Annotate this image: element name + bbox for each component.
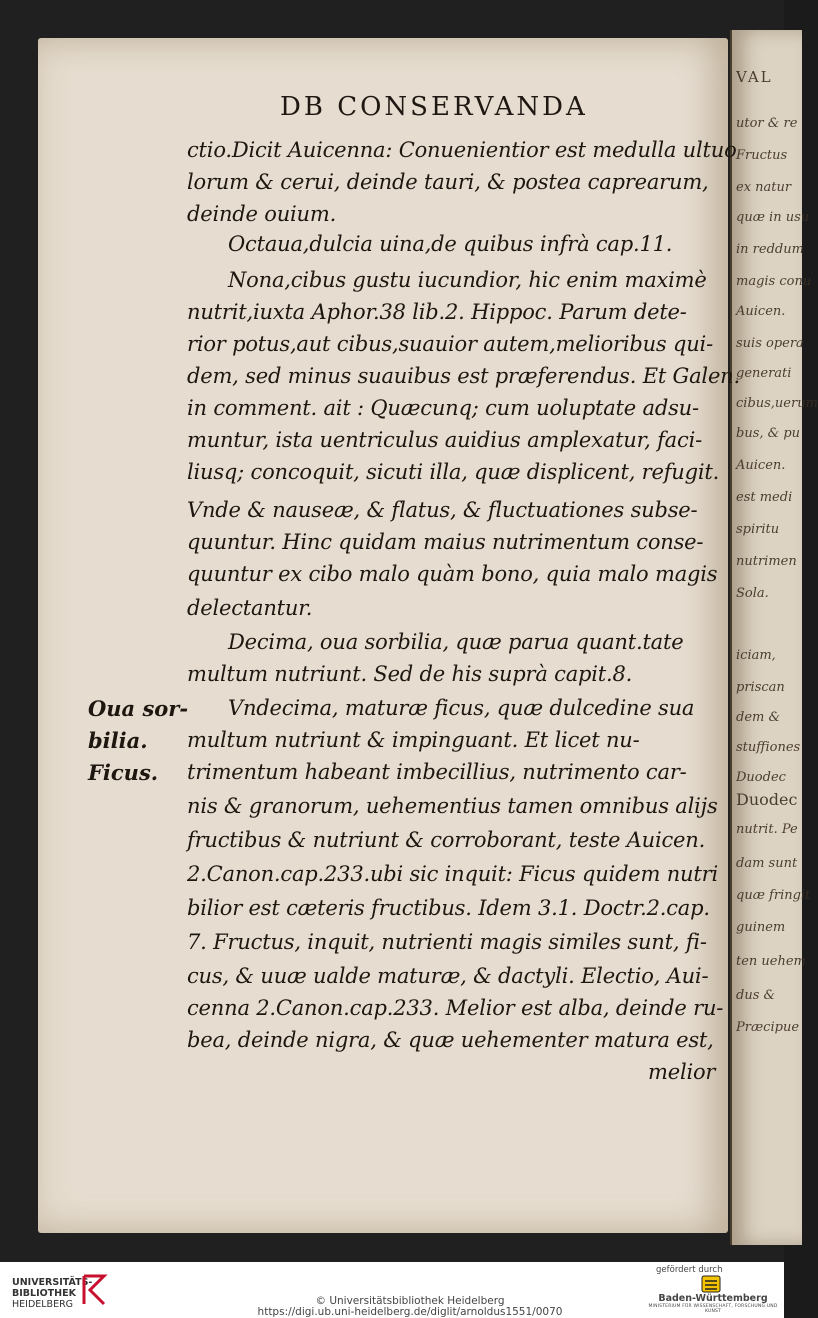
text-line: Octaua,dulcia uina,de quibus infrà cap.11. [228, 232, 673, 256]
library-name-line: BIBLIOTHEK [12, 1288, 76, 1299]
facing-fragment: stuffiones [736, 740, 801, 755]
text-line: multum nutriunt & impinguant. Et licet nu- [187, 728, 640, 752]
state-name: Baden-Württemberg [658, 1293, 768, 1304]
library-name-line: HEIDELBERG [12, 1299, 74, 1310]
facing-fragment: Auicen. [736, 304, 786, 319]
text-line: multum nutriunt. Sed de his suprà capit.8. [187, 662, 633, 686]
text-line: fructibus & nutriunt & corroborant, teste Auicen. [187, 828, 706, 852]
facing-fragment: quæ in usu [736, 210, 810, 225]
facing-fragment: quæ fringit [736, 888, 811, 903]
facing-fragment: Duodec [736, 770, 786, 785]
facing-fragment: guinem [736, 920, 786, 935]
text-line: trimentum habeant imbecillius, nutrimento car- [187, 760, 687, 784]
facing-fragment: nutrimen [736, 554, 797, 569]
copyright-text: © Universitätsbibliothek Heidelberg [315, 1295, 505, 1307]
state-crest-icon [696, 1274, 726, 1294]
text-line: deinde ouium. [187, 202, 337, 226]
text-line: dem, sed minus suauibus est præferendus. Et Galen. [187, 364, 740, 388]
facing-fragment: ten uehem [736, 954, 806, 969]
facing-fragment: bus, & pu [736, 426, 801, 441]
text-line: nis & granorum, uehementius tamen omnibus alijs [187, 794, 718, 818]
facing-fragment: generati [736, 366, 792, 381]
facing-fragment: iciam, [736, 648, 776, 663]
text-line: quuntur ex cibo malo quàm bono, quia malo magis [187, 562, 718, 586]
facing-page-edge [730, 30, 818, 1245]
text-line: liusq; concoquit, sicuti illa, quæ displicent, refugit. [187, 460, 720, 484]
facing-fragment: ex natur [736, 180, 792, 195]
facing-fragment: dam sunt [736, 856, 798, 871]
facing-fragment: cibus,uerum [736, 396, 818, 411]
facing-fragment: VAL [736, 68, 773, 86]
facing-fragment: est medi [736, 490, 793, 505]
facing-fragment: Præcipue [736, 1020, 800, 1035]
funded-by-text: gefördert durch [656, 1265, 723, 1275]
facing-fragment: spiritu [736, 522, 780, 537]
text-line: Vndecima, maturæ ficus, quæ dulcedine sua [228, 696, 695, 720]
text-line: Decima, oua sorbilia, quæ parua quant.tate [228, 630, 684, 654]
facing-fragment: nutrit. Pe [736, 822, 798, 837]
library-logo-icon [80, 1270, 108, 1310]
text-line: rior potus,aut cibus,suauior autem,melioribus qui- [187, 332, 713, 356]
text-line: Nona,cibus gustu iucundior, hic enim maximè [228, 268, 707, 292]
text-line: ctio.Dicit Auicenna: Conuenientior est medulla ultuo [187, 138, 737, 162]
text-line: lorum & cerui, deinde tauri, & postea caprearum, [187, 170, 709, 194]
text-line: delectantur. [187, 596, 313, 620]
facing-fragment: Fructus [736, 148, 788, 163]
facing-fragment: Sola. [736, 586, 769, 601]
facing-fragment: suis opera [736, 336, 804, 351]
facing-fragment: in reddum [736, 242, 804, 257]
facing-fragment: priscan [736, 680, 785, 695]
facing-fragment: dem & [736, 710, 781, 725]
text-line: 7. Fructus, inquit, nutrienti magis similes sunt, fi- [187, 930, 707, 954]
text-line: in comment. ait : Quæcunq; cum uoluptate adsu- [187, 396, 699, 420]
facing-fragment: Auicen. [736, 458, 786, 473]
footer-info [240, 1296, 580, 1318]
text-line: cenna 2.Canon.cap.233. Melior est alba, deinde ru- [187, 996, 724, 1020]
text-line: cus, & uuæ ualde maturæ, & dactyli. Electio, Aui- [187, 964, 709, 988]
text-line: muntur, ista uentriculus auidius amplexatur, faci- [187, 428, 702, 452]
running-head: DB CONSERVANDA [280, 92, 588, 122]
text-line: quuntur. Hinc quidam maius nutrimentum conse- [187, 530, 704, 554]
text-line: 2.Canon.cap.233.ubi sic inquit: Ficus quidem nutri [187, 862, 718, 886]
margin-note: bilia. [88, 728, 148, 753]
text-line: bilior est cæteris fructibus. Idem 3.1. Doctr.2.cap. [187, 896, 710, 920]
facing-fragment: Duodec [736, 790, 798, 809]
text-line: bea, deinde nigra, & quæ uehementer matura est, [187, 1028, 714, 1052]
catchword: melior [648, 1060, 716, 1084]
facing-fragment: utor & re [736, 116, 798, 131]
permalink[interactable]: https://digi.ub.uni-heidelberg.de/diglit/arnoldus1551/0070 [257, 1306, 563, 1318]
library-name-line: UNIVERSITÄTS- [12, 1277, 93, 1288]
text-line: Vnde & nauseæ, & flatus, & fluctuationes subse- [187, 498, 698, 522]
ministry-name: MINISTERIUM FÜR WISSENSCHAFT, FORSCHUNG UND KUNST [648, 1304, 778, 1314]
facing-fragment: dus & [736, 988, 776, 1003]
margin-note: Oua sor- [88, 696, 189, 721]
text-line: nutrit,iuxta Aphor.38 lib.2. Hippoc. Parum dete- [187, 300, 687, 324]
margin-note: Ficus. [88, 760, 159, 785]
facing-fragment: magis conu [736, 274, 812, 289]
